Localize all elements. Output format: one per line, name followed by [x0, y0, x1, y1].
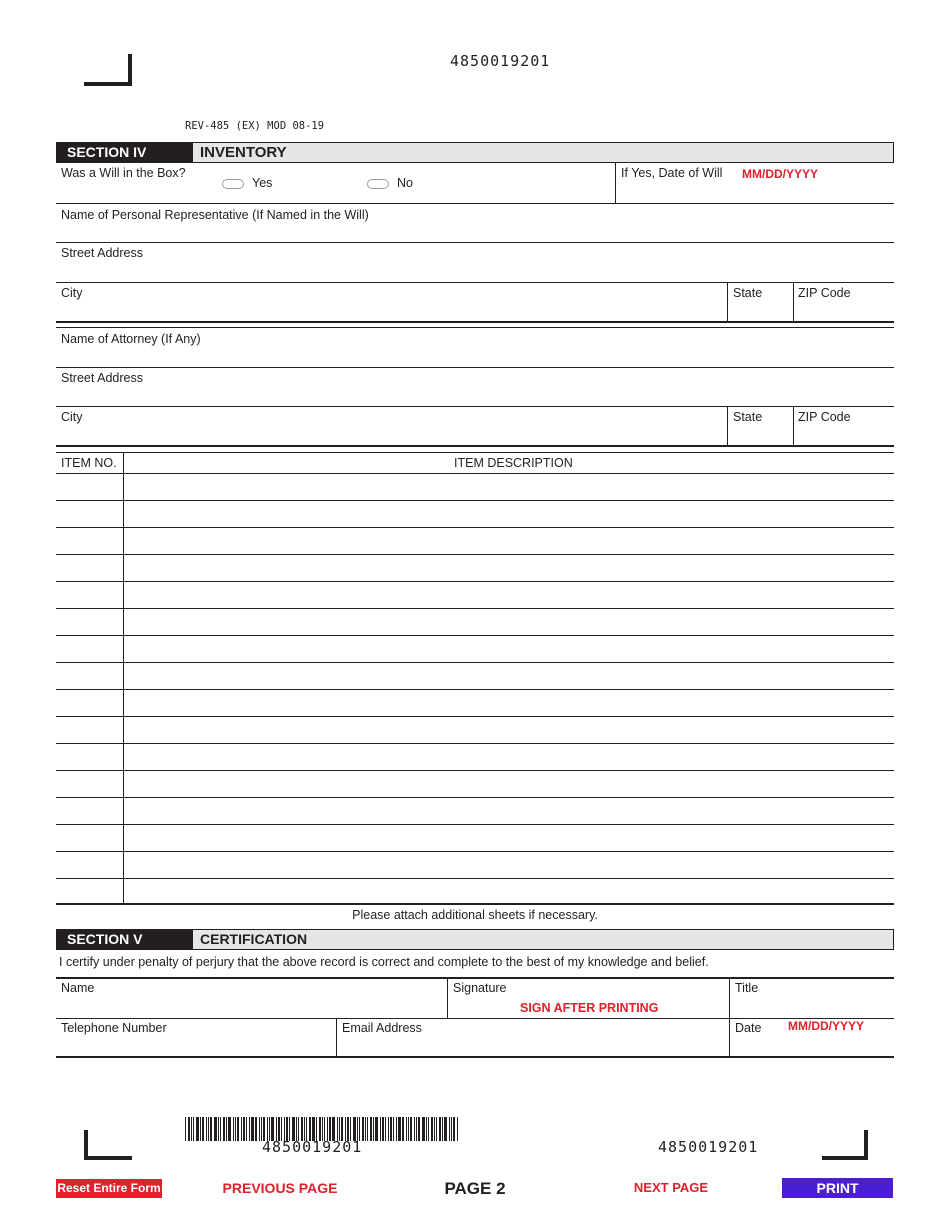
barcode-bar	[396, 1117, 397, 1141]
item-row[interactable]	[56, 878, 894, 879]
cert-name-field[interactable]: Name	[61, 981, 95, 995]
certification-statement: I certify under penalty of perjury that the above record is correct and complete to the best of my knowledge and belief.	[59, 955, 709, 969]
divider	[727, 282, 728, 322]
barcode-bar	[373, 1117, 374, 1141]
cert-date-label: Date	[735, 1021, 762, 1035]
item-row[interactable]	[56, 473, 894, 474]
barcode-bar	[428, 1117, 429, 1141]
barcode-bar	[410, 1117, 412, 1141]
barcode-bar	[414, 1117, 415, 1141]
divider	[615, 163, 616, 203]
divider	[56, 406, 894, 407]
atty-street-field[interactable]: Street Address	[61, 371, 143, 385]
item-row[interactable]	[56, 554, 894, 555]
barcode-bar	[439, 1117, 441, 1141]
form-code: REV-485 (EX) MOD 08-19	[185, 120, 325, 132]
will-no-label: No	[397, 176, 413, 190]
barcode-bar	[249, 1117, 250, 1141]
item-row[interactable]	[56, 743, 894, 744]
rep-name-field[interactable]: Name of Personal Representative (If Named in the Will)	[61, 208, 369, 222]
divider	[56, 282, 894, 283]
barcode-bar	[208, 1117, 209, 1141]
rep-state-field[interactable]: State	[733, 286, 763, 300]
barcode-bar	[388, 1117, 389, 1141]
barcode-bar	[402, 1117, 404, 1141]
barcode-bar	[214, 1117, 217, 1141]
barcode-bar	[382, 1117, 384, 1141]
item-description-header: ITEM DESCRIPTION	[454, 456, 573, 470]
barcode-bar	[370, 1117, 372, 1141]
attach-note: Please attach additional sheets if necessary.	[352, 908, 598, 922]
signature-field[interactable]: Signature	[453, 981, 507, 995]
barcode-bar	[365, 1117, 366, 1141]
item-row[interactable]	[56, 500, 894, 501]
item-row[interactable]	[56, 797, 894, 798]
rep-zip-field[interactable]: ZIP Code	[798, 286, 851, 300]
print-button[interactable]: PRINT	[782, 1178, 893, 1198]
divider	[56, 321, 894, 323]
barcode-bar	[406, 1117, 407, 1141]
barcode-bar	[259, 1117, 260, 1141]
divider	[56, 367, 894, 368]
divider	[447, 978, 448, 1018]
barcode-bar	[398, 1117, 401, 1141]
barcode-bar	[243, 1117, 245, 1141]
item-row[interactable]	[56, 635, 894, 636]
barcode-bar	[220, 1117, 221, 1141]
section-5-number: SECTION V	[57, 930, 193, 949]
barcode-bar	[228, 1117, 231, 1141]
corner-mark-bottom-right	[822, 1130, 868, 1160]
barcode-bar	[385, 1117, 386, 1141]
will-yes-label: Yes	[252, 176, 273, 190]
barcode-bar	[206, 1117, 207, 1141]
barcode-bar	[444, 1117, 447, 1141]
email-field[interactable]: Email Address	[342, 1021, 422, 1035]
barcode-bar	[185, 1117, 186, 1141]
barcode-bar	[196, 1117, 199, 1141]
barcode-bar	[237, 1117, 239, 1141]
barcode-text: 4850019201	[262, 1138, 363, 1156]
item-row[interactable]	[56, 662, 894, 663]
item-no-header: ITEM NO.	[61, 456, 117, 470]
section-4-number: SECTION IV	[57, 143, 193, 162]
divider	[56, 242, 894, 243]
date-of-will-field[interactable]: MM/DD/YYYY	[742, 167, 819, 181]
date-of-will-label: If Yes, Date of Will	[621, 166, 723, 180]
item-row[interactable]	[56, 608, 894, 609]
will-question-label: Was a Will in the Box?	[61, 166, 186, 180]
barcode-bar	[241, 1117, 242, 1141]
barcode-bar	[431, 1117, 433, 1141]
barcode-bar	[418, 1117, 420, 1141]
barcode-bar	[200, 1117, 201, 1141]
barcode-bar	[188, 1117, 190, 1141]
barcode-bar	[191, 1117, 192, 1141]
form-id-bottom: 4850019201	[658, 1138, 759, 1156]
barcode-bar	[193, 1117, 194, 1141]
cert-date-field[interactable]: MM/DD/YYYY	[788, 1019, 865, 1033]
telephone-field[interactable]: Telephone Number	[61, 1021, 167, 1035]
divider	[56, 445, 894, 447]
barcode-bar	[451, 1117, 452, 1141]
atty-zip-field[interactable]: ZIP Code	[798, 410, 851, 424]
barcode-bar	[218, 1117, 219, 1141]
divider	[793, 282, 794, 322]
barcode-bar	[457, 1117, 458, 1141]
item-row[interactable]	[56, 824, 894, 825]
will-no-radio[interactable]	[367, 179, 389, 189]
barcode-bar	[416, 1117, 417, 1141]
barcode-bar	[390, 1117, 392, 1141]
divider	[727, 406, 728, 446]
section-4-header	[56, 142, 894, 163]
divider	[793, 406, 794, 446]
barcode-bar	[367, 1117, 368, 1141]
barcode-bar	[210, 1117, 212, 1141]
barcode-bar	[442, 1117, 443, 1141]
item-row[interactable]	[56, 770, 894, 771]
will-yes-radio[interactable]	[222, 179, 244, 189]
barcode-bar	[226, 1117, 227, 1141]
section-4-title: INVENTORY	[200, 144, 287, 161]
item-row[interactable]	[56, 851, 894, 852]
reset-form-button[interactable]: Reset Entire Form	[56, 1179, 162, 1198]
barcode-bar	[426, 1117, 427, 1141]
next-page-button[interactable]: NEXT PAGE	[633, 1180, 709, 1195]
item-row[interactable]	[56, 581, 894, 582]
barcode-bar	[380, 1117, 381, 1141]
barcode-bar	[235, 1117, 236, 1141]
form-id-top: 4850019201	[450, 52, 551, 70]
divider	[336, 1018, 337, 1057]
divider	[56, 203, 894, 204]
item-row[interactable]	[56, 716, 894, 717]
item-row[interactable]	[56, 689, 894, 690]
barcode-bar	[246, 1117, 247, 1141]
divider	[56, 1018, 894, 1019]
barcode-bar	[375, 1117, 378, 1141]
barcode-bar	[223, 1117, 225, 1141]
barcode-bar	[422, 1117, 425, 1141]
barcode-bar	[449, 1117, 450, 1141]
corner-mark-top-left	[84, 54, 132, 86]
cert-title-field[interactable]: Title	[735, 981, 759, 995]
barcode-bar	[453, 1117, 455, 1141]
barcode-bar	[233, 1117, 234, 1141]
divider	[56, 977, 894, 979]
barcode-bar	[251, 1117, 254, 1141]
rep-street-field[interactable]: Street Address	[61, 246, 143, 260]
barcode-bar	[408, 1117, 409, 1141]
divider	[56, 327, 894, 328]
section-5-header	[56, 929, 894, 950]
barcode-bar	[393, 1117, 394, 1141]
sign-after-printing-note: SIGN AFTER PRINTING	[520, 1001, 659, 1015]
divider	[56, 1056, 894, 1058]
corner-mark-bottom-left	[84, 1130, 132, 1160]
page-number: PAGE 2	[444, 1179, 506, 1198]
barcode-bar	[436, 1117, 437, 1141]
barcode-bar	[202, 1117, 204, 1141]
item-table-divider	[123, 452, 124, 904]
atty-state-field[interactable]: State	[733, 410, 763, 424]
barcode-bar	[434, 1117, 435, 1141]
item-row[interactable]	[56, 527, 894, 528]
rep-city-field[interactable]: City	[61, 286, 83, 300]
item-table-top	[56, 452, 894, 453]
section-5-title: CERTIFICATION	[200, 931, 308, 947]
item-table-bottom	[56, 903, 894, 905]
previous-page-button[interactable]: PREVIOUS PAGE	[222, 1180, 338, 1196]
barcode-bar	[255, 1117, 257, 1141]
atty-city-field[interactable]: City	[61, 410, 83, 424]
atty-name-field[interactable]: Name of Attorney (If Any)	[61, 332, 201, 346]
